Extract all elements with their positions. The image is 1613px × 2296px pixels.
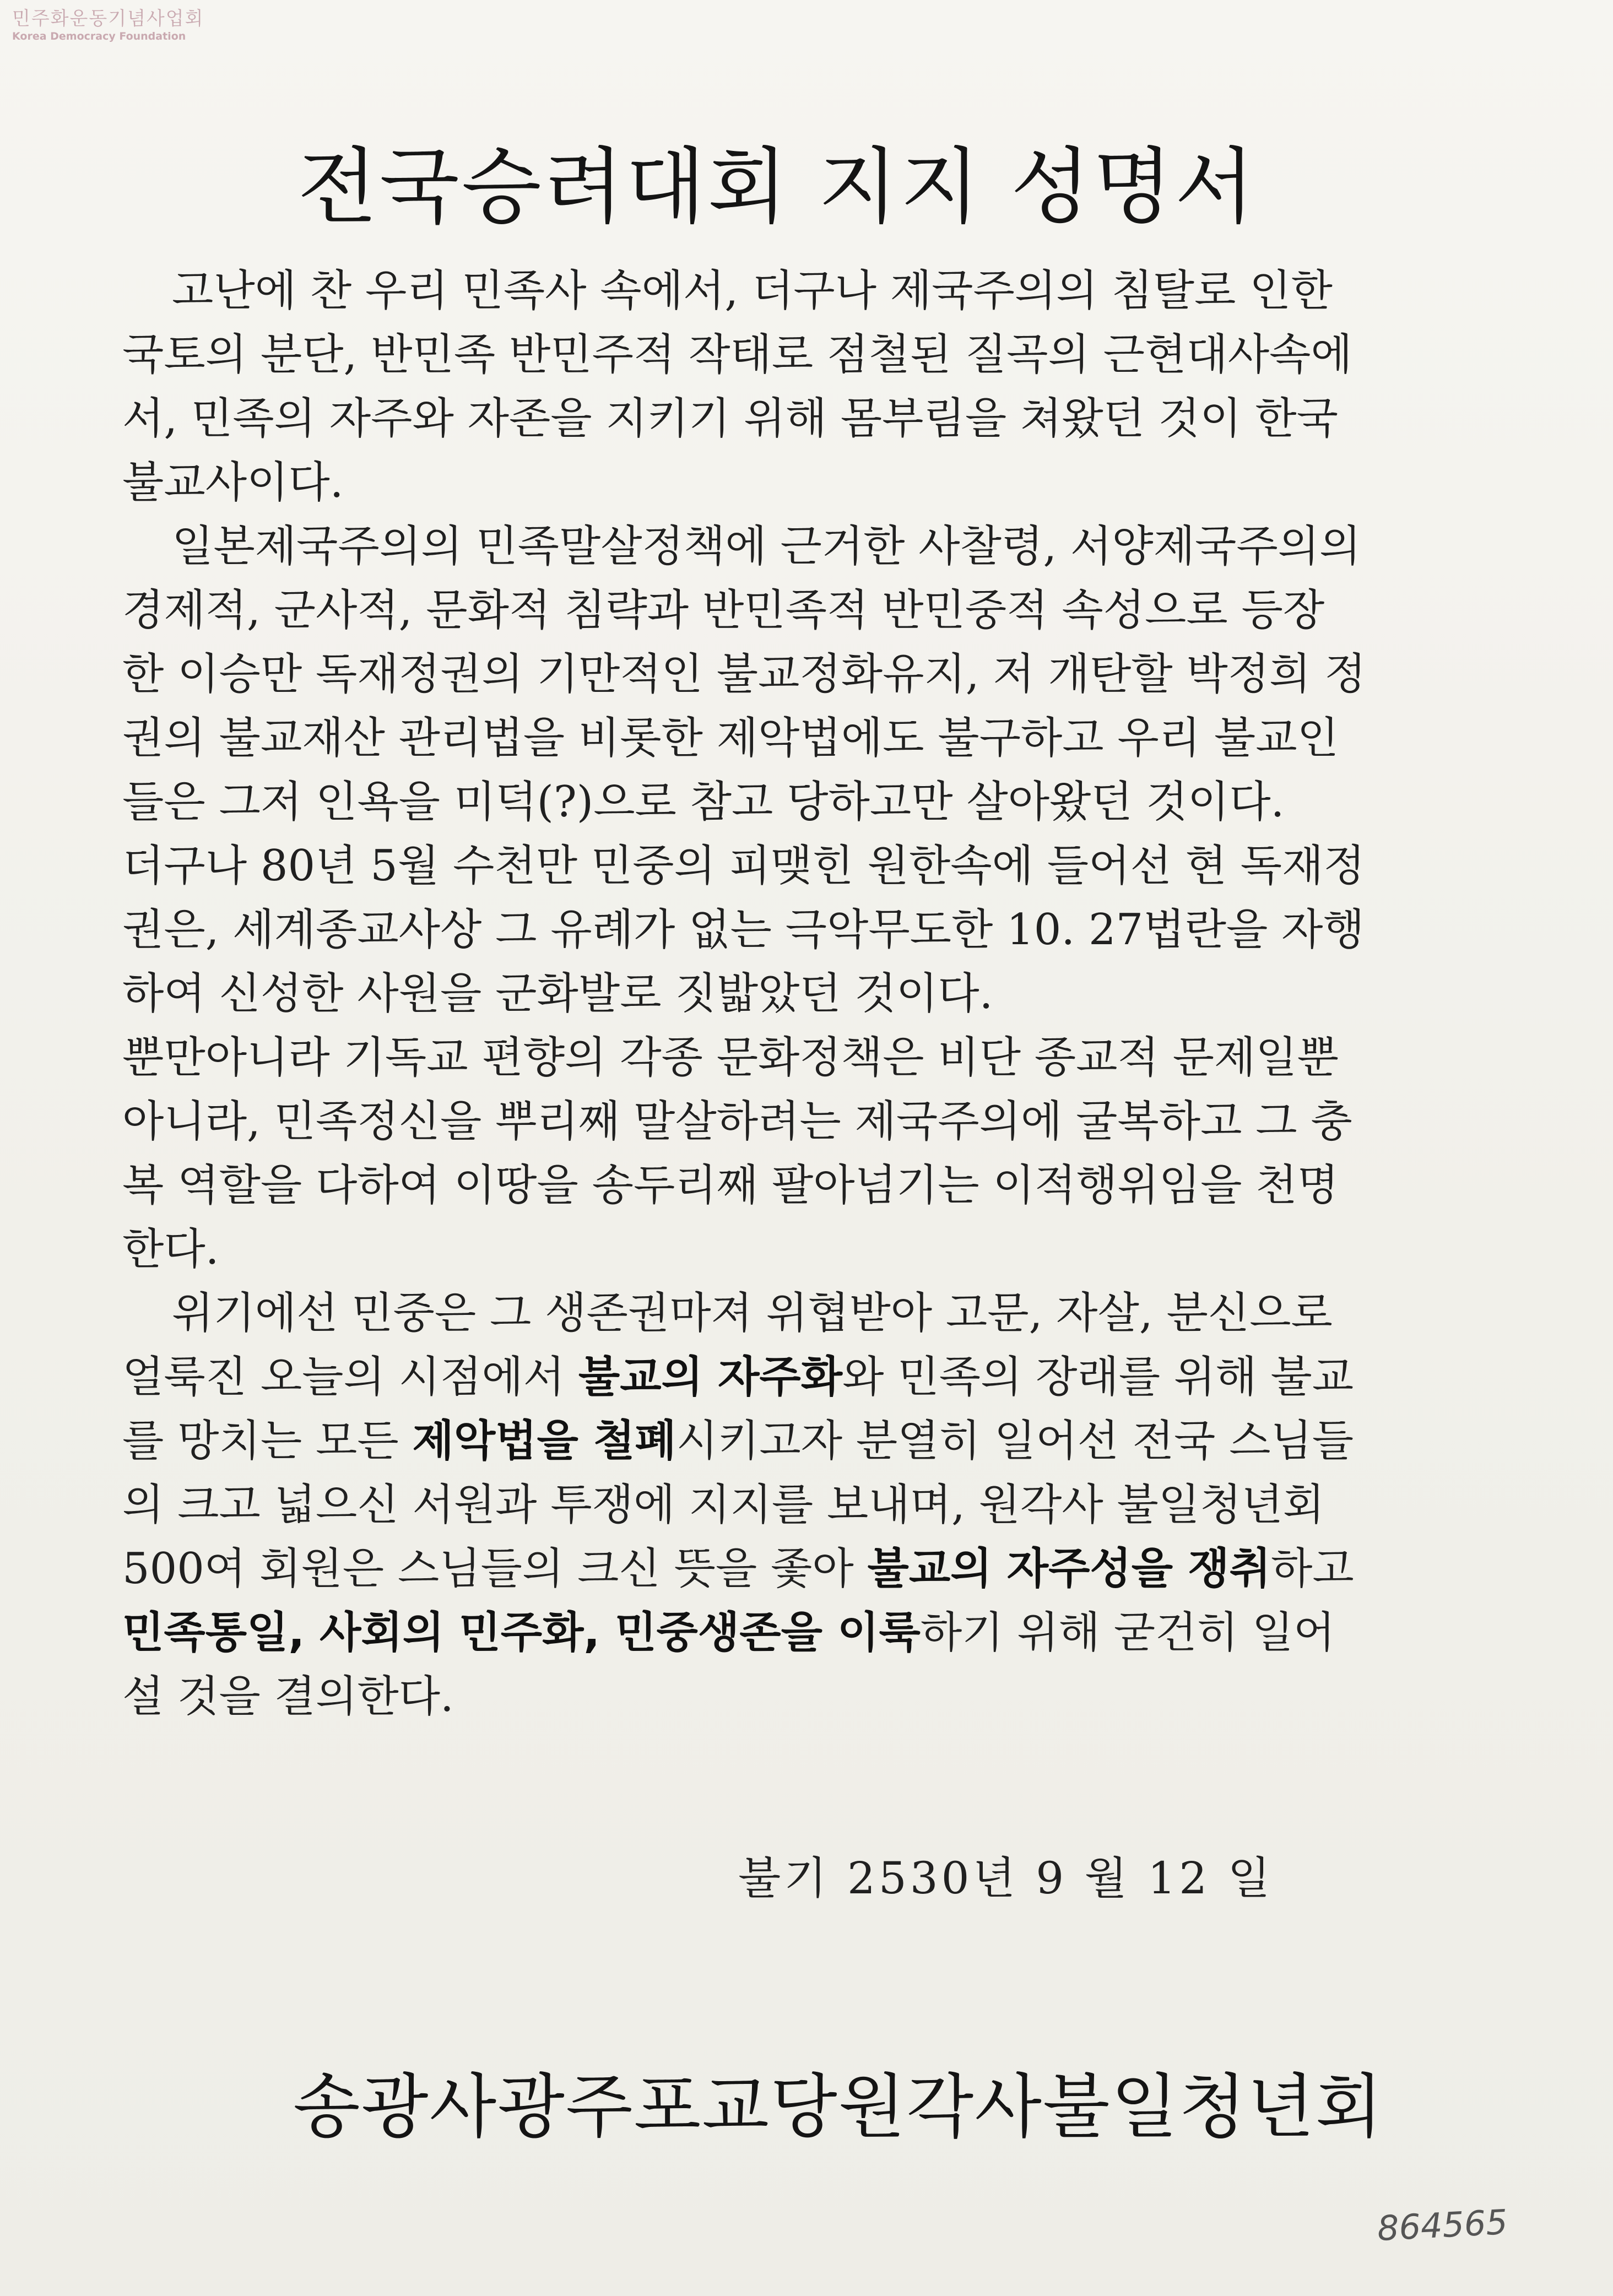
emphasized-text: 불교의 자주화 (578, 1352, 843, 1402)
body-text-span: 서, 민족의 자주와 자존을 지키기 위해 몸부림을 쳐왔던 것이 한국 (122, 394, 1338, 443)
body-line (122, 1026, 1511, 1090)
body-line (122, 1537, 1511, 1601)
emphasized-text: 불교의 자주성을 쟁취 (867, 1544, 1271, 1594)
body-line (122, 259, 1511, 323)
body-text-span: 불교사이다. (122, 458, 344, 507)
body-line (122, 1090, 1511, 1154)
body-text-span: 시키고자 분열히 일어선 전국 스님들 (676, 1416, 1354, 1466)
body-line (122, 1601, 1511, 1665)
body-text-span: 위기에선 민중은 그 생존권마져 위협받아 고문, 자살, 분신으로 (172, 1288, 1333, 1338)
body-text-span: 국토의 분단, 반민족 반민주적 작태로 점철된 질곡의 근현대사속에 (122, 330, 1352, 380)
emphasized-text: 민족통일, 사회의 민주화, 민중생존을 이룩 (122, 1608, 921, 1658)
body-line (122, 451, 1511, 515)
body-text-span: 권은, 세계종교사상 그 유례가 없는 극악무도한 10. 27법란을 자행 (122, 905, 1365, 955)
body-line (122, 387, 1511, 451)
body-text-span: 뿐만아니라 기독교 편향의 각종 문화정책은 비단 종교적 문제일뿐 (122, 1033, 1339, 1082)
body-line (122, 706, 1511, 770)
archive-number: 864565 (1376, 2201, 1509, 2249)
body-line (122, 1409, 1511, 1473)
body-line (122, 1217, 1511, 1281)
statement-body (122, 259, 1511, 1729)
statement-date: 불기 2530년 9 월 12 일 (738, 1853, 1274, 1904)
body-line (122, 1473, 1511, 1537)
emphasized-text: 제악법을 철폐 (412, 1416, 676, 1466)
body-text-span: 한다. (122, 1225, 219, 1274)
body-line (122, 515, 1511, 578)
body-line (122, 834, 1511, 898)
body-text-span: 더구나 80년 5월 수천만 민중의 피맺힌 원한속에 들어선 현 독재정 (122, 841, 1365, 891)
body-text-span: 얼룩진 오늘의 시점에서 (122, 1352, 578, 1402)
body-line (122, 1154, 1511, 1217)
foundation-watermark (12, 8, 210, 43)
body-text-span: 하고 (1270, 1544, 1354, 1594)
body-text-span: 의 크고 넓으신 서원과 투쟁에 지지를 보내며, 원각사 불일청년회 (122, 1480, 1325, 1530)
body-line (122, 1345, 1511, 1409)
body-text-span: 하기 위해 굳건히 일어 (920, 1608, 1335, 1658)
body-line (122, 323, 1511, 387)
body-text-span: 500여 회원은 스님들의 크신 뜻을 좇아 (122, 1544, 868, 1594)
body-line (122, 770, 1511, 834)
body-text-span: 일본제국주의의 민족말살정책에 근거한 사찰령, 서양제국주의의 (172, 522, 1361, 571)
watermark-korean: 민주화운동기념사업회 (12, 8, 204, 30)
signing-organization: 송광사광주포교당원각사불일청년회 (293, 2066, 1384, 2147)
document-title: 전국승려대회 지지 성명서 (297, 139, 1257, 235)
watermark-english: Korea Democracy Foundation (12, 30, 186, 42)
body-text-span: 복 역할을 다하여 이땅을 송두리째 팔아넘기는 이적행위임을 천명 (122, 1161, 1339, 1210)
body-line (122, 642, 1511, 706)
body-text-span: 설 것을 결의한다. (122, 1672, 454, 1721)
body-line (122, 898, 1511, 962)
body-line (122, 1281, 1511, 1345)
body-text-span: 들은 그저 인욕을 미덕(?)으로 참고 당하고만 살아왔던 것이다. (122, 777, 1285, 827)
body-text-span: 경제적, 군사적, 문화적 침략과 반민족적 반민중적 속성으로 등장 (122, 586, 1325, 635)
body-text-span: 를 망치는 모든 (122, 1416, 413, 1466)
body-text-span: 고난에 찬 우리 민족사 속에서, 더구나 제국주의의 침탈로 인한 (172, 266, 1333, 316)
body-text-span: 와 민족의 장래를 위해 불교 (842, 1352, 1354, 1402)
body-line (122, 962, 1511, 1026)
body-text-span: 권의 불교재산 관리법을 비롯한 제악법에도 불구하고 우리 불교인 (122, 713, 1339, 763)
body-text-span: 하여 신성한 사원을 군화발로 짓밟았던 것이다. (122, 969, 993, 1019)
body-line (122, 578, 1511, 642)
body-text-span: 한 이승만 독재정권의 기만적인 불교정화유지, 저 개탄할 박정희 정 (122, 649, 1366, 699)
body-line (122, 1665, 1511, 1729)
body-text-span: 아니라, 민족정신을 뿌리째 말살하려는 제국주의에 굴복하고 그 충 (122, 1097, 1352, 1146)
